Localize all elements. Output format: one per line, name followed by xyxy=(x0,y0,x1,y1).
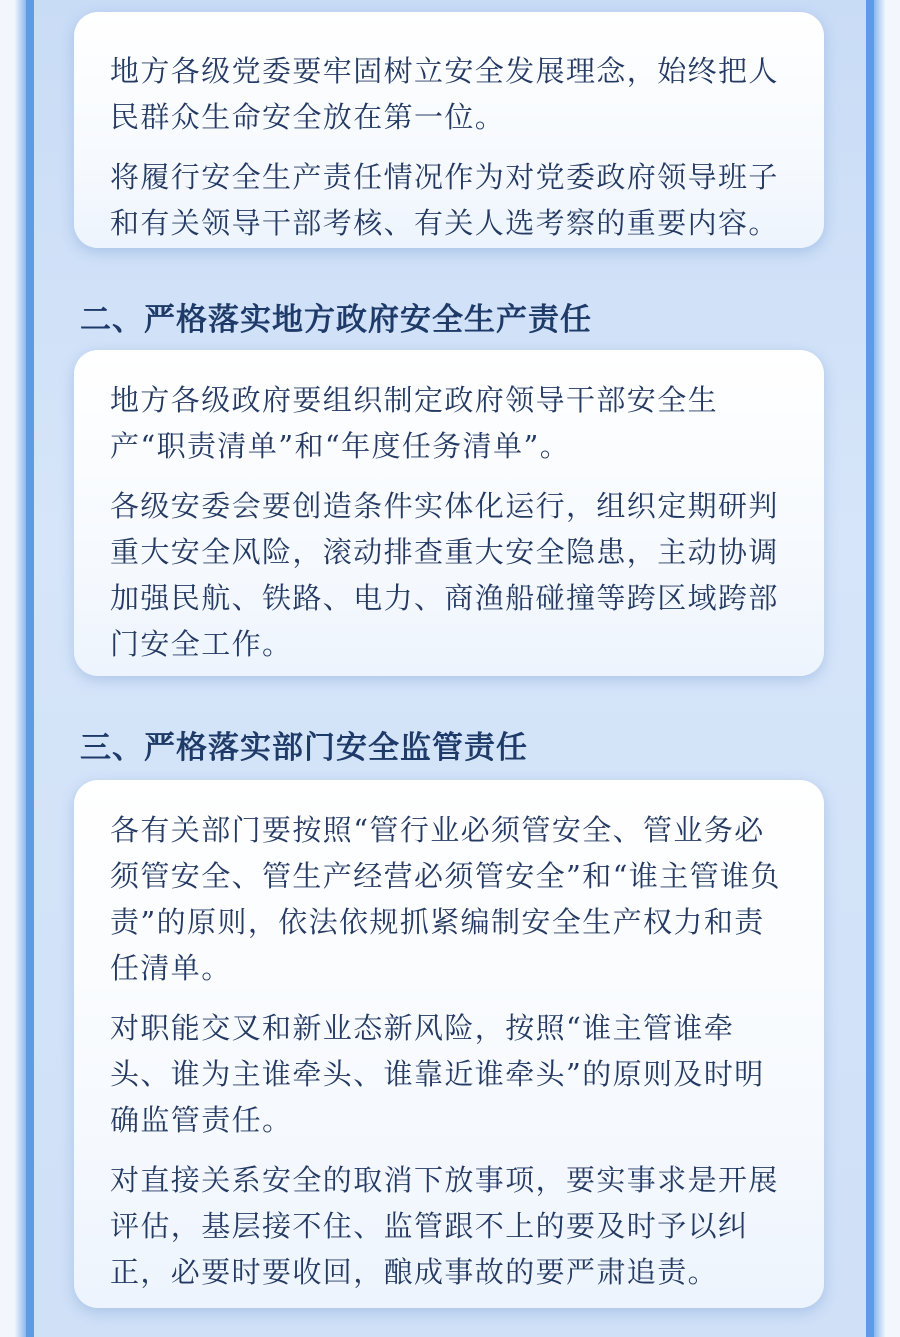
section1-paragraph-2: 将履行安全生产责任情况作为对党委政府领导班子和有关领导干部考核、有关人选考察的重要内容。 xyxy=(110,160,779,240)
section2-card xyxy=(74,350,824,676)
section3-heading: 三、严格落实部门安全监管责任 xyxy=(80,730,528,766)
section3-paragraph-3: 对直接关系安全的取消下放事项，要实事求是开展评估，基层接不住、监管跟不上的要及时予以纠正，必要时要收回，酿成事故的要严肃追责。 xyxy=(110,1163,779,1289)
section2-paragraph-1: 地方各级政府要组织制定政府领导干部安全生产“职责清单”和“年度任务清单”。 xyxy=(110,383,719,463)
section3-paragraph-2: 对职能交叉和新业态新风险，按照“谁主管谁牵头、谁为主谁牵头、谁靠近谁牵头”的原则及时明确监管责任。 xyxy=(110,1011,765,1137)
section1-paragraph-1: 地方各级党委要牢固树立安全发展理念，始终把人民群众生命安全放在第一位。 xyxy=(110,54,779,134)
left-margin xyxy=(0,0,26,1337)
section3-card xyxy=(74,780,824,1308)
section1-card xyxy=(74,12,824,248)
section3-paragraph-1: 各有关部门要按照“管行业必须管安全、管业务必须管安全、管生产经营必须管安全”和“谁主管谁负责”的原则，依法依规抓紧编制安全生产权力和责任清单。 xyxy=(110,813,781,985)
section2-heading: 二、严格落实地方政府安全生产责任 xyxy=(80,302,592,338)
content-panel xyxy=(34,0,866,1337)
section2-paragraph-2: 各级安委会要创造条件实体化运行，组织定期研判重大安全风险，滚动排查重大安全隐患，主动协调加强民航、铁路、电力、商渔船碰撞等跨区域跨部门安全工作。 xyxy=(110,489,779,661)
right-margin xyxy=(874,0,900,1337)
